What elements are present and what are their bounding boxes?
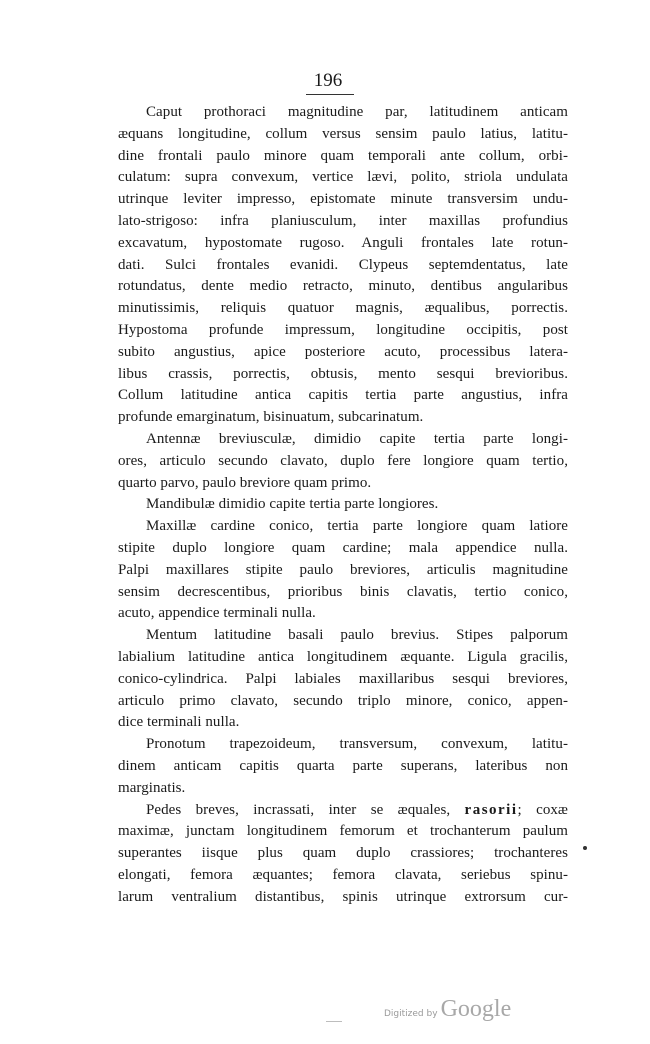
- text-line: minutissimis, reliquis quatuor magnis, æqualibus, porrectis.: [118, 300, 568, 317]
- text-line: Hypostoma profunde impressum, longitudine occipitis, post: [118, 321, 568, 338]
- google-logo: Google: [440, 996, 512, 1022]
- text-line: excavatum, hypostomate rugoso. Anguli frontales late rotun-: [118, 234, 568, 251]
- text-line: dine frontali paulo minore quam temporali ante collum, orbi-: [118, 147, 568, 164]
- text-segment: ; coxæ: [517, 801, 568, 818]
- text-line: maximæ, junctam longitudinem femorum et trochanterum paulum: [118, 823, 568, 840]
- text-line: Caput prothoraci magnitudine par, latitudinem anticam: [146, 104, 568, 120]
- text-line: [118, 800, 568, 822]
- page-number: 196: [313, 70, 343, 91]
- text-line: stipite duplo longiore quam cardine; mala appendice nulla.: [118, 539, 568, 556]
- text-line: Mandibulæ dimidio capite tertia parte longiores.: [146, 496, 439, 513]
- bottom-mark: [326, 1021, 342, 1022]
- text-line: labialium latitudine antica longitudinem æquante. Ligula gracilis,: [118, 648, 568, 665]
- text-line: marginatis.: [118, 779, 186, 796]
- text-line: Pronotum trapezoideum, transversum, convexum, latitu-: [146, 736, 568, 753]
- text-line: culatum: supra convexum, vertice lævi, polito, striola undulata: [118, 169, 568, 186]
- text-line: Collum latitudine antica capitis tertia parte angustius, infra: [118, 387, 568, 404]
- text-line: Antennæ breviusculæ, dimidio capite tertia parte longi-: [146, 430, 568, 447]
- text-line: articulo primo clavato, secundo triplo minore, conico, appen-: [118, 692, 568, 709]
- text-line: lato-strigoso: infra planiusculum, inter maxillas profundius: [118, 212, 568, 229]
- text-segment: Pedes breves, incrassati, inter se æquales,: [146, 801, 465, 818]
- digitized-watermark: [384, 996, 511, 1026]
- ink-mark: [583, 846, 587, 850]
- text-line: utrinque leviter impresso, epistomate minute transversim undu-: [118, 191, 568, 208]
- text-line: quarto parvo, paulo breviore quam primo.: [118, 474, 372, 491]
- emphasized-term: rasorii: [464, 801, 518, 818]
- text-line: Palpi maxillares stipite paulo breviores, articulis magnitudine: [118, 561, 568, 578]
- text-line: Maxillæ cardine conico, tertia parte longiore quam latiore: [146, 518, 568, 535]
- text-line: dati. Sulci frontales evanidi. Clypeus septemdentatus, late: [118, 256, 568, 273]
- body-text: [118, 102, 568, 908]
- watermark-prefix: Digitized by: [384, 1009, 438, 1019]
- text-line: dice terminali nulla.: [118, 714, 240, 731]
- text-line: Mentum latitudine basali paulo brevius. Stipes palporum: [146, 627, 568, 644]
- text-line: rotundatus, dente medio retracto, minuto, dentibus angularibus: [118, 278, 568, 295]
- text-line: larum ventralium distantibus, spinis utrinque extrorsum cur-: [118, 888, 568, 905]
- text-line: sensim decrescentibus, prioribus binis clavatis, tertio conico,: [118, 583, 568, 600]
- text-line: dinem anticam capitis quarta parte superans, lateribus non: [118, 757, 568, 774]
- text-line: ores, articulo secundo clavato, duplo fere longiore quam tertio,: [118, 452, 568, 469]
- text-line: libus crassis, porrectis, obtusis, mento sesqui brevioribus.: [118, 365, 568, 382]
- text-line: subito angustius, apice posteriore acuto, processibus latera-: [118, 343, 568, 360]
- page-number-rule: [306, 94, 354, 95]
- text-line: æquans longitudine, collum versus sensim paulo latius, latitu-: [118, 125, 568, 142]
- text-line: conico-cylindrica. Palpi labiales maxillaribus sesqui breviores,: [118, 670, 568, 687]
- text-line: elongati, femora æquantes; femora clavata, seriebus spinu-: [118, 866, 568, 883]
- text-line: profunde emarginatum, bisinuatum, subcarinatum.: [118, 409, 424, 426]
- text-line: acuto, appendice terminali nulla.: [118, 605, 316, 622]
- text-line: superantes iisque plus quam duplo crassiores; trochanteres: [118, 845, 568, 862]
